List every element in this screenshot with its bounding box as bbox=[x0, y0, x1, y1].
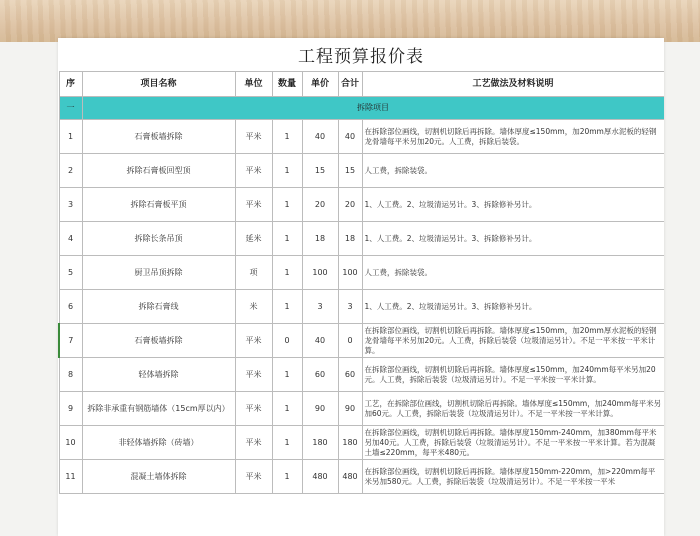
table-row bbox=[59, 188, 664, 222]
table-row bbox=[59, 358, 664, 392]
cell-total[interactable]: 15 bbox=[338, 154, 362, 188]
cell-seq[interactable]: 6 bbox=[59, 290, 82, 324]
table-row bbox=[59, 256, 664, 290]
cell-seq[interactable]: 5 bbox=[59, 256, 82, 290]
cell-price[interactable]: 90 bbox=[302, 392, 338, 426]
cell-seq[interactable]: 3 bbox=[59, 188, 82, 222]
cell-seq[interactable]: 4 bbox=[59, 222, 82, 256]
cell-desc[interactable]: 在拆除部位画线，切割机切除后再拆除。墙体厚度150mm-220mm，加>220mm每平米另加580元。人工费，拆除后装袋（垃圾清运另计）。不足一平米按一平米 bbox=[362, 460, 664, 494]
cell-price[interactable]: 3 bbox=[302, 290, 338, 324]
cell-name[interactable]: 石膏板墙拆除 bbox=[82, 324, 235, 358]
cell-total[interactable]: 3 bbox=[338, 290, 362, 324]
cell-name[interactable]: 轻体墙拆除 bbox=[82, 358, 235, 392]
header-name[interactable]: 项目名称 bbox=[82, 72, 235, 97]
cell-name[interactable]: 拆除石膏板回型顶 bbox=[82, 154, 235, 188]
header-qty[interactable]: 数量 bbox=[272, 72, 302, 97]
cell-unit[interactable]: 项 bbox=[235, 256, 272, 290]
cell-unit[interactable]: 平米 bbox=[235, 460, 272, 494]
cell-name[interactable]: 石膏板墙拆除 bbox=[82, 120, 235, 154]
table-row bbox=[59, 120, 664, 154]
wood-background bbox=[0, 0, 700, 42]
cell-desc[interactable]: 工艺，在拆除部位画线，切割机切除后再拆除。墙体厚度≤150mm，加240mm每平米另加60元。人工费，拆除后装袋（垃圾清运另计）。不足一平米按一平米计算。 bbox=[362, 392, 664, 426]
cell-desc[interactable]: 1、人工费。2、垃圾清运另计。3、拆除修补另计。 bbox=[362, 188, 664, 222]
cell-total[interactable]: 18 bbox=[338, 222, 362, 256]
cell-qty[interactable]: 1 bbox=[272, 460, 302, 494]
cell-price[interactable]: 480 bbox=[302, 460, 338, 494]
cell-desc[interactable]: 1、人工费。2、垃圾清运另计。3、拆除修补另计。 bbox=[362, 290, 664, 324]
cell-name[interactable]: 拆除非承重有钢筋墙体（15cm厚以内） bbox=[82, 392, 235, 426]
quote-table bbox=[58, 71, 664, 494]
table-row bbox=[59, 154, 664, 188]
header-unit[interactable]: 单位 bbox=[235, 72, 272, 97]
table-row bbox=[59, 460, 664, 494]
cell-qty[interactable]: 0 bbox=[272, 324, 302, 358]
header-desc[interactable]: 工艺做法及材料说明 bbox=[362, 72, 664, 97]
section-row bbox=[59, 97, 664, 120]
cell-seq[interactable]: 10 bbox=[59, 426, 82, 460]
cell-unit[interactable]: 米 bbox=[235, 290, 272, 324]
cell-name[interactable]: 混凝土墙体拆除 bbox=[82, 460, 235, 494]
header-seq[interactable]: 序 bbox=[59, 72, 82, 97]
cell-qty[interactable]: 1 bbox=[272, 290, 302, 324]
cell-total[interactable]: 100 bbox=[338, 256, 362, 290]
cell-unit[interactable]: 平米 bbox=[235, 426, 272, 460]
cell-qty[interactable]: 1 bbox=[272, 358, 302, 392]
cell-qty[interactable]: 1 bbox=[272, 188, 302, 222]
cell-desc[interactable]: 1、人工费。2、垃圾清运另计。3、拆除修补另计。 bbox=[362, 222, 664, 256]
cell-seq[interactable]: 9 bbox=[59, 392, 82, 426]
cell-seq[interactable]: 2 bbox=[59, 154, 82, 188]
cell-price[interactable]: 40 bbox=[302, 324, 338, 358]
cell-name[interactable]: 拆除石膏板平顶 bbox=[82, 188, 235, 222]
section-seq[interactable]: 一 bbox=[59, 97, 82, 120]
cell-unit[interactable]: 平米 bbox=[235, 358, 272, 392]
cell-name[interactable]: 拆除石膏线 bbox=[82, 290, 235, 324]
cell-qty[interactable]: 1 bbox=[272, 120, 302, 154]
cell-unit[interactable]: 平米 bbox=[235, 188, 272, 222]
cell-name[interactable]: 非轻体墙拆除（砖墙） bbox=[82, 426, 235, 460]
cell-desc[interactable]: 在拆除部位画线，切割机切除后再拆除。墙体厚度≤150mm，加240mm每平米另加20元。人工费，拆除后装袋（垃圾清运另计）。不足一平米按一平米计算。 bbox=[362, 358, 664, 392]
cell-price[interactable]: 18 bbox=[302, 222, 338, 256]
table-row bbox=[59, 392, 664, 426]
cell-qty[interactable]: 1 bbox=[272, 222, 302, 256]
cell-seq[interactable]: 11 bbox=[59, 460, 82, 494]
cell-qty[interactable]: 1 bbox=[272, 256, 302, 290]
header-row bbox=[59, 72, 664, 97]
cell-desc[interactable]: 在拆除部位画线，切割机切除后再拆除。墙体厚度≤150mm，加20mm厚水泥板的轻钢龙骨墙每平米另加20元。人工费，拆除后装袋（垃圾清运另计）。不足一平米按一平米计算。 bbox=[362, 324, 664, 358]
cell-seq[interactable]: 7 bbox=[59, 324, 82, 358]
cell-unit[interactable]: 平米 bbox=[235, 392, 272, 426]
cell-total[interactable]: 60 bbox=[338, 358, 362, 392]
header-price[interactable]: 单价 bbox=[302, 72, 338, 97]
cell-unit[interactable]: 平米 bbox=[235, 120, 272, 154]
cell-unit[interactable]: 延米 bbox=[235, 222, 272, 256]
cell-desc[interactable]: 人工费，拆除装袋。 bbox=[362, 154, 664, 188]
cell-price[interactable]: 60 bbox=[302, 358, 338, 392]
cell-qty[interactable]: 1 bbox=[272, 392, 302, 426]
section-label[interactable]: 拆除项目 bbox=[82, 97, 664, 120]
cell-name[interactable]: 拆除长条吊顶 bbox=[82, 222, 235, 256]
cell-price[interactable]: 40 bbox=[302, 120, 338, 154]
spreadsheet-page bbox=[58, 38, 664, 536]
cell-total[interactable]: 40 bbox=[338, 120, 362, 154]
cell-price[interactable]: 180 bbox=[302, 426, 338, 460]
cell-price[interactable]: 15 bbox=[302, 154, 338, 188]
cell-name[interactable]: 厨卫吊顶拆除 bbox=[82, 256, 235, 290]
cell-price[interactable]: 20 bbox=[302, 188, 338, 222]
cell-price[interactable]: 100 bbox=[302, 256, 338, 290]
table-row bbox=[59, 324, 664, 358]
cell-total[interactable]: 0 bbox=[338, 324, 362, 358]
cell-qty[interactable]: 1 bbox=[272, 426, 302, 460]
cell-desc[interactable]: 在拆除部位画线，切割机切除后再拆除。墙体厚度150mm-240mm，加380mm每平米另加40元。人工费，拆除后装袋（垃圾清运另计）。不足一平米按一平米计算。若为混凝土墙≤220mm，每平米480元。 bbox=[362, 426, 664, 460]
cell-total[interactable]: 480 bbox=[338, 460, 362, 494]
table-row bbox=[59, 290, 664, 324]
cell-seq[interactable]: 8 bbox=[59, 358, 82, 392]
page-title: 工程预算报价表 bbox=[298, 47, 424, 67]
table-row bbox=[59, 222, 664, 256]
table-row bbox=[59, 426, 664, 460]
header-total[interactable]: 合计 bbox=[338, 72, 362, 97]
cell-total[interactable]: 180 bbox=[338, 426, 362, 460]
cell-desc[interactable]: 人工费，拆除装袋。 bbox=[362, 256, 664, 290]
cell-seq[interactable]: 1 bbox=[59, 120, 82, 154]
cell-unit[interactable]: 平米 bbox=[235, 324, 272, 358]
cell-total[interactable]: 20 bbox=[338, 188, 362, 222]
cell-desc[interactable]: 在拆除部位画线，切割机切除后再拆除。墙体厚度≤150mm，加20mm厚水泥板的轻钢龙骨墙每平米另加20元。人工费，拆除后装袋。 bbox=[362, 120, 664, 154]
cell-qty[interactable]: 1 bbox=[272, 154, 302, 188]
cell-unit[interactable]: 平米 bbox=[235, 154, 272, 188]
cell-total[interactable]: 90 bbox=[338, 392, 362, 426]
